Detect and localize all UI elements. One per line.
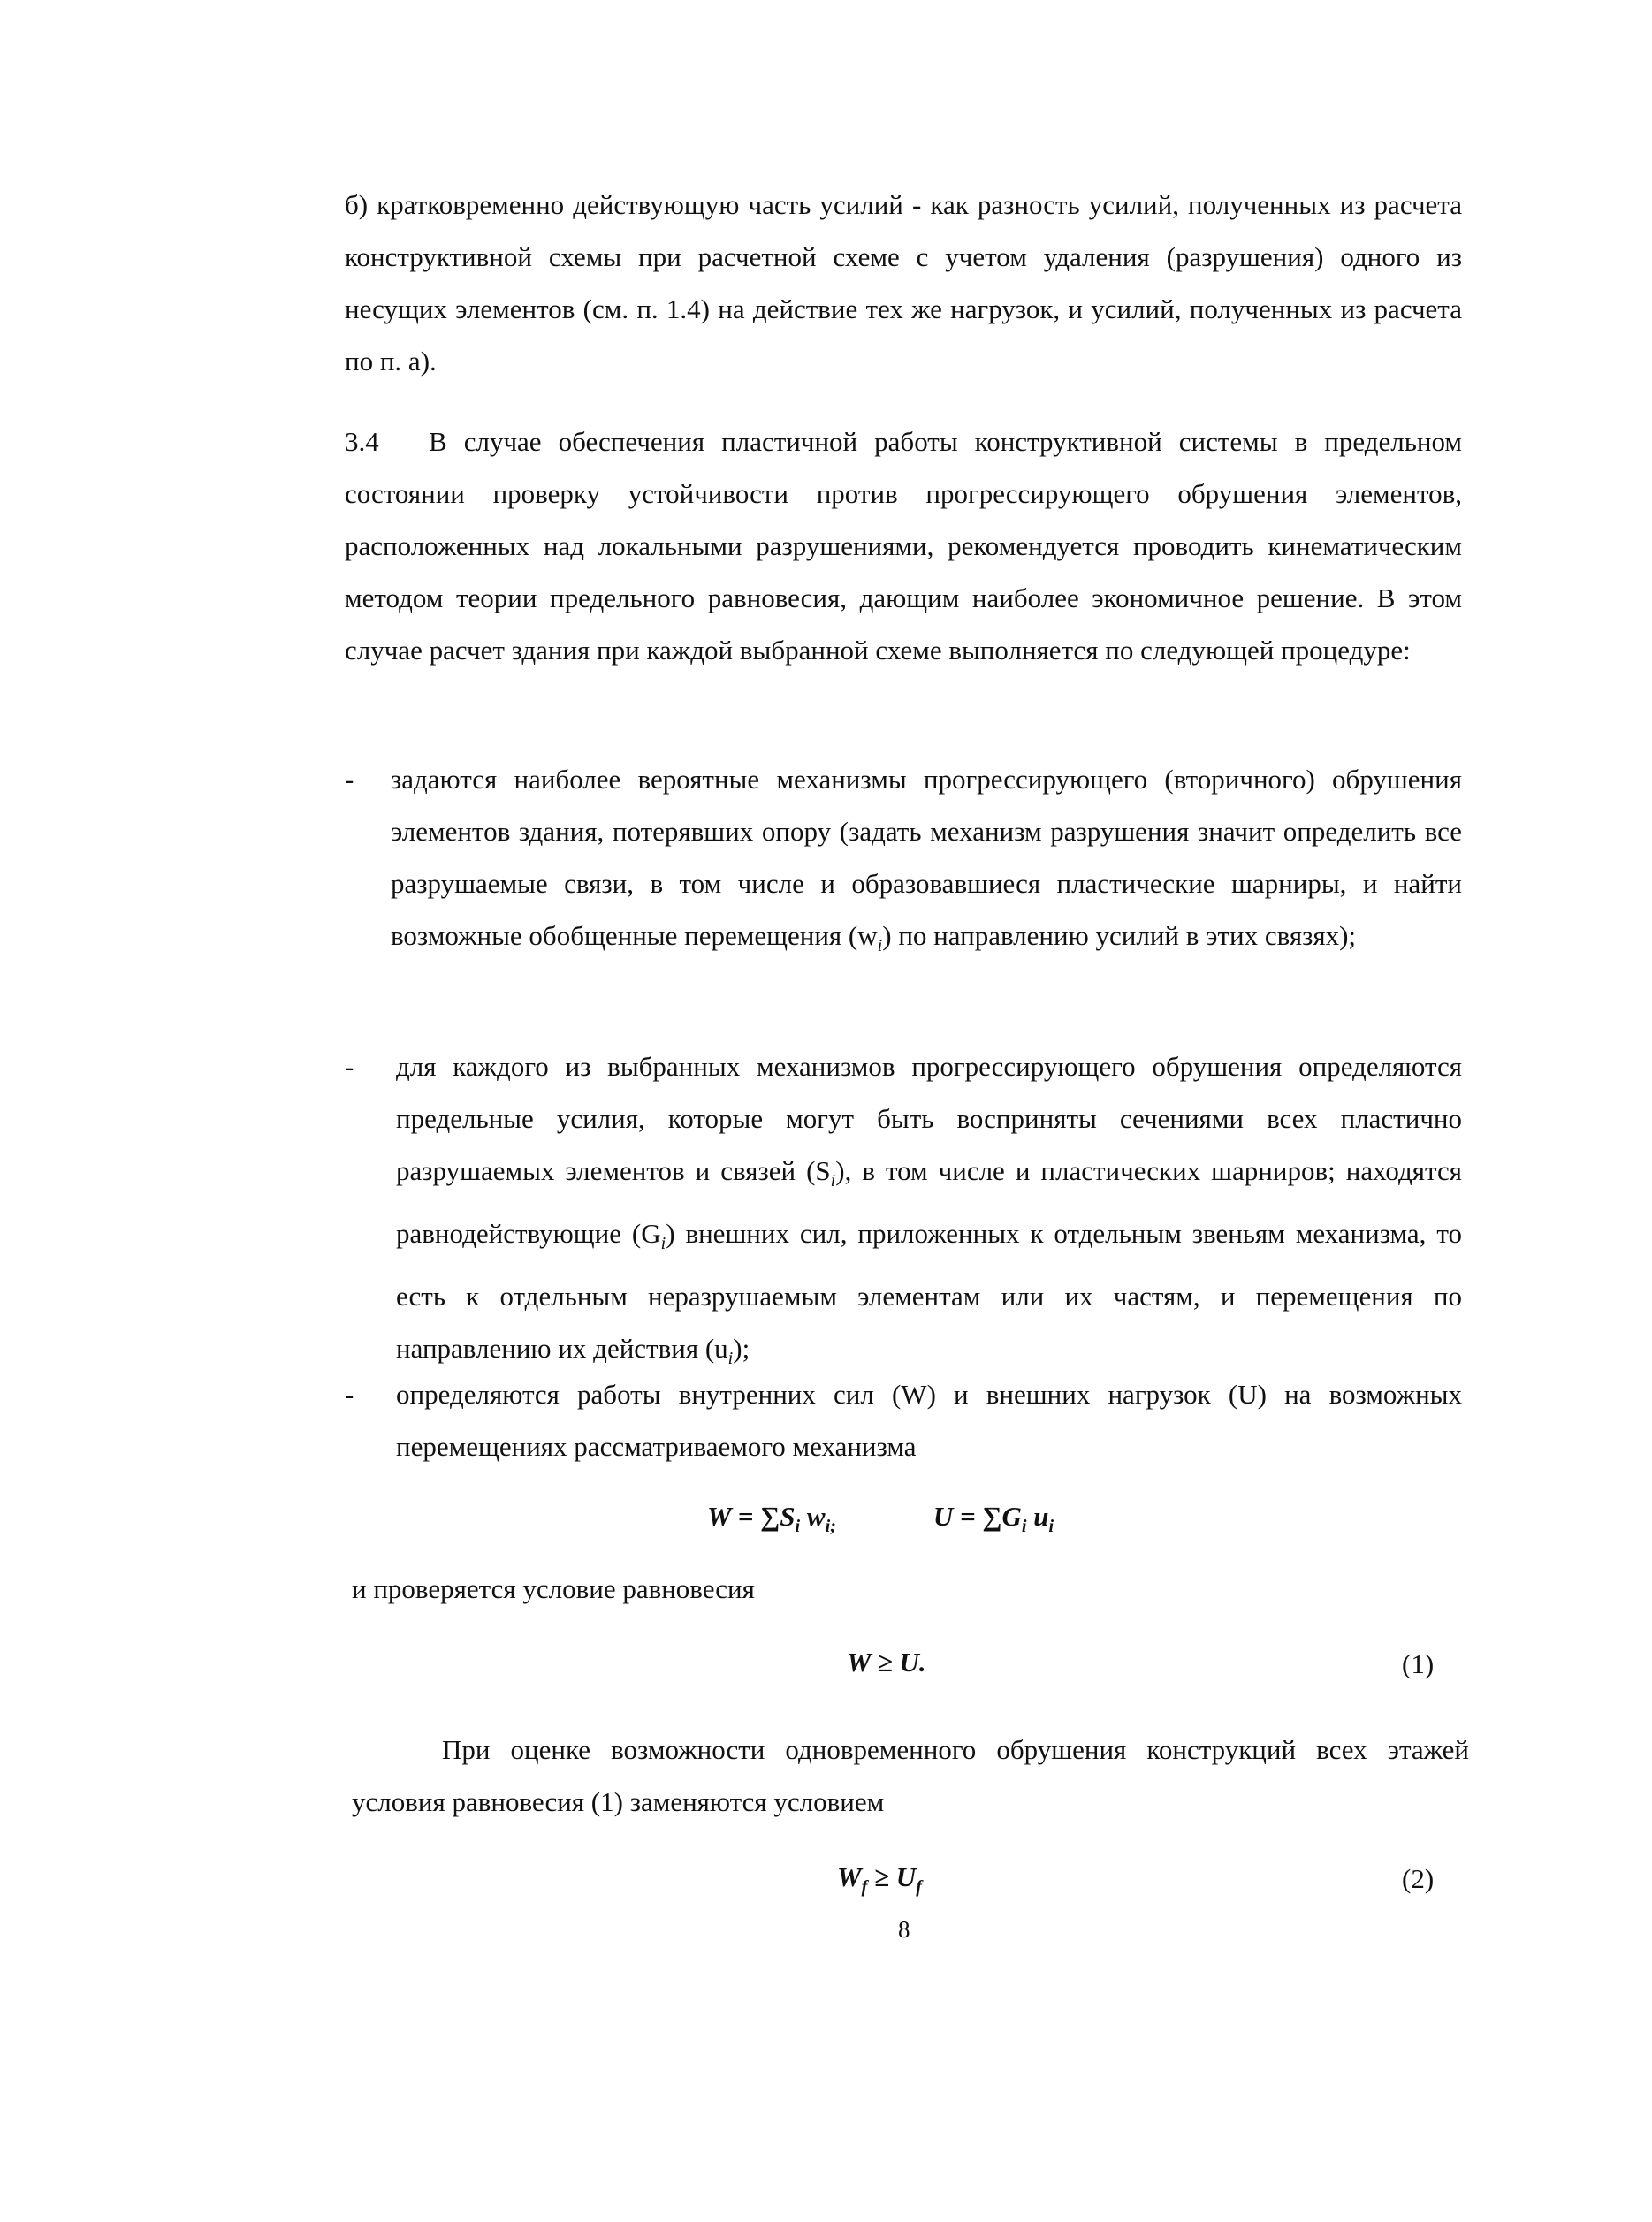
formula-work — [707, 1499, 1054, 1544]
bullet-text-main: для каждого из выбранных механизмов прогрессирующего обрушения определяются предельные усилия, которые могут быть восприняты сечениями всех пластично разрушаемых элементов и связей (S — [396, 1051, 1462, 1186]
formula-2-left-sub: f — [861, 1877, 868, 1898]
formula-w-mid: w — [800, 1501, 826, 1532]
page-number: 8 — [898, 1916, 910, 1943]
equation-number-2: (2) — [1402, 1863, 1435, 1894]
bullet-text-tail: ); — [733, 1333, 750, 1365]
bullet-text — [396, 1040, 1462, 1386]
formula-2-right-sub: f — [916, 1877, 922, 1898]
formula-u-sub: i — [1021, 1517, 1027, 1537]
bullet-sub: i — [830, 1171, 836, 1191]
bullet-text: определяются работы внутренних сил (W) и внешних нагрузок (U) на возможных перемещениях рассматриваемого механизма — [396, 1379, 1462, 1462]
formula-w-sub: i — [795, 1517, 801, 1537]
bullet-dash: - — [345, 1379, 354, 1410]
equation-number-1: (1) — [1402, 1648, 1435, 1679]
bullet-dash: - — [345, 1051, 354, 1082]
formula-w-sub2: i; — [825, 1517, 836, 1537]
formula-2-left: W — [837, 1861, 862, 1892]
bullet-sub: i — [660, 1234, 666, 1254]
paragraph-b: б) кратковременно действующую часть усилий - как разность усилий, полученных из расчета конструктивной схемы при расчетной схеме с учетом удаления (разрушения) одного из несущих элементов (см. п. 1.4) на действие тех же нагрузок, и усилий, полученных из расчета по п. а). — [345, 189, 1462, 377]
list-item — [345, 1368, 1462, 1474]
bullet-text-tail: ) по направлению усилий в этих связях); — [882, 920, 1357, 951]
bullet-dash: - — [345, 764, 354, 795]
formula-u-left: U = ∑G — [933, 1501, 1022, 1532]
formula-1: W ≥ U. — [847, 1647, 926, 1678]
formula-u-sub2: i — [1048, 1517, 1054, 1537]
section-text: В случае обеспечения пластичной работы конструктивной системы в предельном состоянии проверку устойчивости против прогрессирующего обрушения элементов, расположенных над локальными разрушениями, рекомендуется проводить кинематическим методом теории предельного равновесия, дающим наиболее экономичное решение. В этом случае расчет здания при каждой выбранной схеме выполняется по следующей процедуре: — [345, 426, 1462, 666]
bullet-text-mid: ), в том числе и пластических шарниров; находятся равнодействующие (G — [396, 1155, 1462, 1250]
formula-w-left: W = ∑S — [707, 1501, 796, 1532]
bullet-sub: i — [727, 1349, 734, 1369]
bullet-sub: i — [877, 936, 883, 956]
formula-2 — [837, 1860, 922, 1905]
formula-2-op: ≥ U — [867, 1861, 917, 1892]
list-item — [345, 1040, 1462, 1369]
paragraph-final: При оценке возможности одновременного обрушения конструкций всех этажей условия равновесия (1) заменяются условием — [352, 1734, 1469, 1817]
check-line: и проверяется условие равновесия — [352, 1573, 755, 1604]
list-item — [345, 753, 1462, 1018]
bullet-text-main: задаются наиболее вероятные механизмы прогрессирующего (вторичного) обрушения элементов здания, потерявших опору (задать механизм разрушения значит определить все разрушаемые связи, в том числе и образовавшиеся пластические шарниры, и найти возможные обобщенные перемещения (w — [391, 764, 1462, 951]
bullet-text — [391, 753, 1462, 972]
formula-u-mid: u — [1026, 1501, 1049, 1532]
section-number: 3.4 — [345, 426, 379, 457]
section-3-4 — [345, 415, 1462, 676]
bullet-text-mid2: ) внешних сил, приложенных к отдельным звеньям механизма, то есть к отдельным неразрушаемым элементам или их частям, и перемещения по направлению их действия (u — [396, 1218, 1462, 1365]
